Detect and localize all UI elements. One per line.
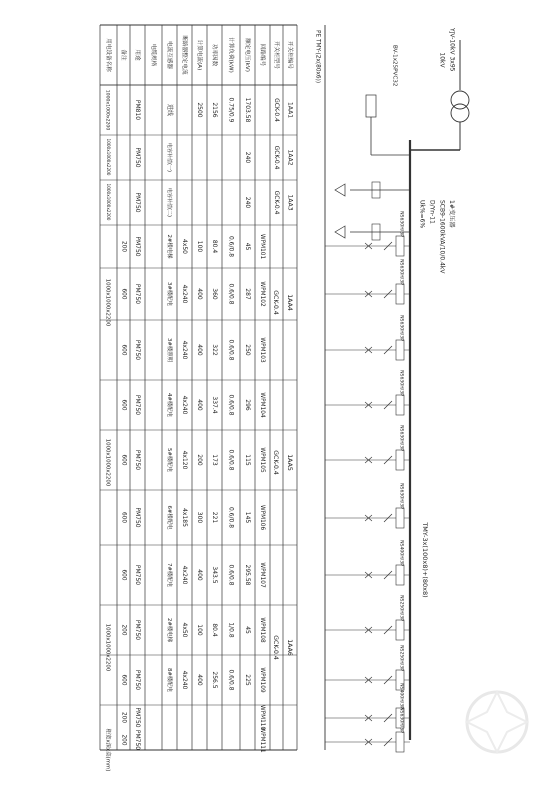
table-cell: PM810 — [134, 99, 141, 121]
table-cell: 5#楼配电 — [166, 447, 172, 473]
table-cell: 240 — [244, 151, 251, 164]
table-cell: WPM106 — [259, 504, 265, 531]
table-cell: 400 — [196, 344, 203, 356]
row-header: 开关柜编号 — [286, 41, 293, 69]
table-cell: 250 — [244, 344, 251, 356]
table-cell: 1000x1000x2200 — [106, 138, 111, 176]
table-cell: PM750 — [134, 192, 141, 213]
transformer-winding-icon — [451, 104, 469, 122]
table-cell: 4x240 — [181, 670, 188, 690]
table-cell: 8#楼配电 — [166, 667, 172, 693]
table-cell: 0.6/0.8 — [227, 339, 235, 361]
breaker-icon — [396, 284, 404, 304]
table-cell: 2#楼电梯 — [166, 234, 172, 259]
table-cell: PM750 — [134, 449, 141, 471]
table-cell: 80.4 — [211, 239, 218, 254]
table-cell: 600 — [120, 344, 127, 356]
group-id: 1AA4 — [286, 294, 293, 311]
table-cell: 200 — [120, 711, 127, 724]
main-breaker-icon — [366, 95, 376, 117]
table-cell: 287 — [244, 288, 251, 300]
breaker-icon — [396, 450, 404, 470]
table-cell: 45 — [244, 242, 251, 251]
row-header: 备注 — [120, 49, 126, 61]
breaker-label: NS630H/3P — [398, 315, 404, 341]
transformer-uk: Uk%=6% — [418, 200, 426, 229]
table-cell: 400 — [196, 674, 203, 686]
row-header: 回路编号 — [259, 43, 265, 67]
table-cell: 256.5 — [211, 671, 218, 689]
table-cell: 2#楼电梯 — [166, 617, 172, 643]
incoming-label: 10kV — [438, 52, 446, 68]
breaker-label: NS630H/3P — [398, 425, 404, 451]
group-size: 1000x1000x2200 — [104, 438, 111, 487]
table-cell: 1703.58 — [244, 97, 251, 123]
table-cell: 400 — [196, 569, 203, 581]
table-cell: 1AA1 — [286, 101, 294, 119]
table-cell: 4x50 — [181, 622, 188, 638]
row-header: 计算电流(A) — [196, 39, 202, 71]
table-cell: 4#楼配电 — [166, 392, 172, 418]
table-cell: 100 — [196, 240, 203, 253]
table-cell: 240 — [244, 196, 251, 209]
breaker-label: NS250H/3P — [398, 595, 404, 621]
transformer-vector: D/Yn-11 — [428, 200, 436, 224]
transformer-model: SCB9-1600kVA/10/0.4kV — [438, 200, 446, 274]
table-cell: 6#楼配电 — [166, 505, 172, 530]
table-cell: WPM101 — [259, 233, 265, 260]
group-id: 1AA5 — [286, 454, 293, 471]
table-cell: PM750 — [134, 236, 141, 257]
table-cell: 0.6/0.8 — [227, 564, 235, 586]
table-cell: PM750 — [134, 283, 141, 305]
pe-bus-label: PE TMY-(2x(80x6)) — [314, 30, 321, 84]
table-cell: 100 — [196, 624, 203, 636]
table-cell: 4x240 — [181, 565, 188, 585]
ground-label: BV-1x25PVC32 — [391, 45, 398, 87]
row-header: 开关柜型号 — [273, 41, 279, 69]
table-cell: 进线 — [166, 103, 173, 117]
table-cell: 0.75/0.9 — [227, 97, 235, 123]
group-type: GCK-0.4 — [272, 635, 279, 660]
table-cell: 322 — [211, 344, 218, 356]
breaker-icon — [396, 565, 404, 585]
table-cell: 4x50 — [181, 238, 188, 255]
table-cell: 200 — [196, 454, 203, 466]
table-cell: 295.58 — [244, 564, 251, 586]
breaker-icon — [396, 732, 404, 752]
table-cell: PM750 — [134, 564, 141, 586]
table-cell: 200 — [120, 240, 127, 253]
busbar-label: TMY-3x(100x8)+(80x8) — [421, 522, 429, 598]
table-cell: WPM104 — [259, 392, 265, 418]
table-cell: PM750 — [134, 507, 141, 528]
table-cell: PM750 — [134, 729, 141, 751]
row-header: 用途 — [134, 49, 140, 61]
table-cell: 1000x1000x2200 — [106, 183, 111, 221]
breaker-icon — [396, 340, 404, 360]
breaker-icon — [396, 395, 404, 415]
table-cell: 4x120 — [181, 450, 188, 470]
table-cell: WPM108 — [259, 617, 265, 643]
row-header: 电流互感器 — [166, 41, 172, 69]
table-cell: 343.5 — [211, 566, 218, 584]
table-cell: 0.6/0.8 — [227, 669, 235, 691]
incoming-cable-label: YJV-10kV 3x95 — [448, 28, 456, 72]
table-cell: 600 — [120, 288, 127, 300]
table-cell: 300 — [196, 511, 203, 524]
table-cell: 3#楼配电 — [166, 281, 172, 307]
group-size: 1000x1000x2200 — [104, 623, 111, 672]
table-cell: 600 — [120, 569, 127, 581]
table-cell: WPM103 — [259, 337, 265, 363]
table-cell: 0.6/0.8 — [227, 506, 235, 529]
group-type: GCK-0.4 — [272, 450, 279, 475]
table-cell: GCK-0.4 — [273, 190, 280, 215]
table-cell: WPM109 — [259, 667, 265, 693]
table-cell: 7#楼配电 — [166, 562, 172, 588]
table-cell: PM750 — [134, 339, 141, 361]
table-cell: PM750 — [134, 707, 141, 728]
row-header: 断路器整定电流 — [181, 35, 187, 75]
table-cell: 115 — [244, 454, 251, 466]
table-cell: 4x240 — [181, 340, 188, 360]
table-cell: 1AA2 — [286, 149, 294, 166]
row-header: 柜宽x深x高(mm) — [104, 728, 111, 772]
table-cell: 0.6/0.8 — [227, 449, 235, 471]
table-cell: 360 — [211, 288, 218, 300]
table-cell: GCK-0.4 — [273, 98, 280, 122]
table-cell: 296 — [244, 399, 251, 411]
table-cell: 400 — [196, 288, 203, 300]
table-cell: WPM111 — [259, 727, 265, 753]
table-cell: PM750 — [134, 669, 141, 691]
watermark-logo-icon — [455, 680, 540, 765]
table-cell: WPM102 — [259, 281, 265, 307]
row-header: 额定电压(kV) — [244, 38, 250, 72]
table-cell: 2500 — [196, 102, 203, 118]
breaker-label: NS630H/3P — [398, 483, 404, 509]
table-cell: PM750 — [134, 394, 141, 416]
table-cell: PM750 — [134, 619, 141, 641]
group-type: GCK-0.4 — [272, 290, 279, 315]
row-header: 电缆规格 — [150, 43, 156, 67]
table-cell: 电容补偿(二) — [166, 188, 172, 217]
table-cell: 电容补偿(一) — [166, 143, 172, 172]
breaker-label: NS400H/3P — [398, 540, 404, 566]
table-cell: GCK-0.4 — [273, 145, 280, 170]
table-cell: 0.6/0.8 — [227, 394, 235, 416]
table-cell: 337.4 — [211, 396, 218, 414]
table-cell: 2156 — [211, 102, 218, 118]
group-id: 1AA6 — [286, 639, 293, 656]
table-cell: 600 — [120, 674, 127, 686]
table-cell: 0.6/0.8 — [227, 235, 235, 258]
table-cell: 600 — [120, 399, 127, 411]
table-cell: 200 — [120, 624, 127, 636]
breaker-label: NS400H/3P — [398, 683, 404, 709]
table-cell: 3#楼照明 — [166, 337, 172, 363]
table-cell: 221 — [211, 511, 218, 524]
breaker-icon — [396, 620, 404, 640]
row-header: 用电设备名称 — [105, 38, 111, 72]
row-header: 计算负荷(kW) — [227, 37, 234, 73]
breaker-label: NS630H/3P — [398, 370, 404, 396]
table-cell: PM750 — [134, 147, 141, 168]
breaker-label: NS630H/3P — [398, 707, 404, 733]
table-cell: 1/0.8 — [227, 622, 235, 638]
breaker-icon — [396, 236, 404, 256]
table-cell: 600 — [120, 511, 127, 524]
table-cell: 80.4 — [211, 623, 218, 637]
table-cell: 4x240 — [181, 284, 188, 304]
table-cell: 200 — [120, 734, 127, 746]
table-cell: WPM105 — [259, 447, 265, 473]
table-cell: 173 — [211, 454, 218, 466]
table-cell: WPM107 — [259, 562, 265, 588]
table-cell: WPM110 — [259, 704, 265, 731]
row-header: 功率因数 — [211, 43, 217, 67]
table-cell: 0.6/0.8 — [227, 283, 235, 305]
transformer-title: 1#变压器 — [448, 200, 455, 228]
table-cell: 400 — [196, 399, 203, 411]
table-cell: 600 — [120, 454, 127, 466]
table-cell: 4x185 — [181, 508, 188, 527]
capacitor-icon — [335, 184, 345, 196]
table-cell: 4x240 — [181, 395, 188, 415]
breaker-icon — [396, 508, 404, 528]
group-size: 1000x1000x2200 — [104, 278, 111, 327]
capacitor-icon — [335, 226, 345, 238]
breaker-label: NS250H/3P — [398, 645, 404, 671]
table-cell: 1000x1000x2200 — [104, 89, 110, 131]
table-cell: 145 — [244, 511, 251, 524]
table-cell: 45 — [244, 626, 251, 634]
breaker-label: NS630H/3P — [398, 211, 404, 237]
table-cell: 1AA3 — [286, 194, 294, 211]
breaker-label: NS630H/3P — [398, 259, 404, 285]
table-cell: 225 — [244, 674, 251, 686]
